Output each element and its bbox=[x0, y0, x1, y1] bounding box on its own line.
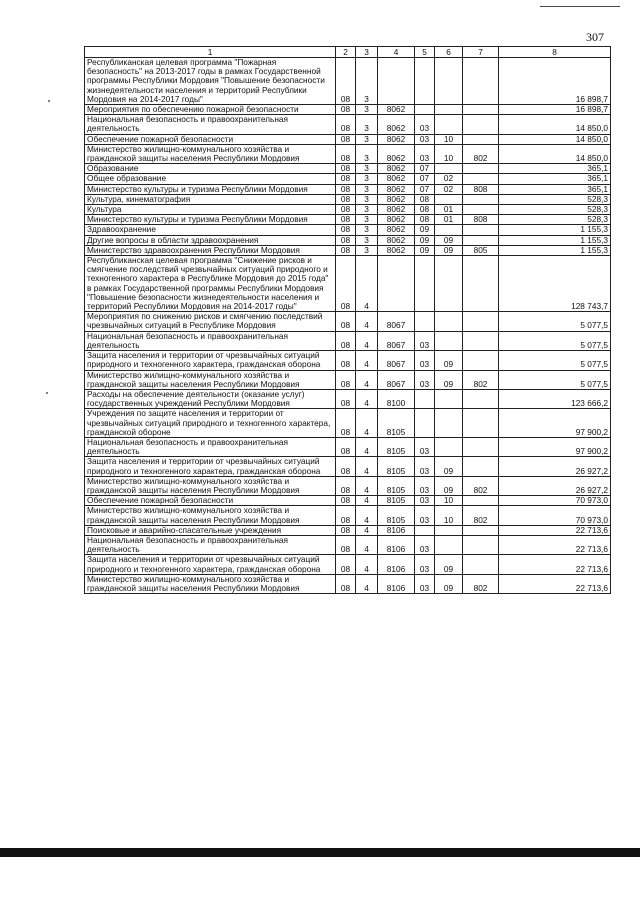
row-code-3: 4 bbox=[356, 312, 378, 331]
row-amount: 1 155,3 bbox=[499, 245, 611, 255]
row-amount: 365,1 bbox=[499, 184, 611, 194]
row-amount: 22 713,6 bbox=[499, 525, 611, 535]
row-code-3: 4 bbox=[356, 437, 378, 456]
row-code-3: 3 bbox=[356, 194, 378, 204]
row-name: Республиканская целевая программа "Пожарная безопасность" на 2013-2017 годы в рамках Государственной программы Республики Мордовия "Повышение безопасности жизнедеятельности населения и территорий Республики Мордовия на 2014-2017 годы" bbox=[85, 58, 336, 105]
row-code-7 bbox=[463, 164, 499, 174]
row-name: Министерство жилищно-коммунального хозяйства и гражданской защиты населения Республики Мордовия bbox=[85, 370, 336, 389]
table-row bbox=[85, 256, 611, 312]
row-code-3: 3 bbox=[356, 235, 378, 245]
header-cell: 1 bbox=[85, 47, 336, 58]
row-amount: 5 077,5 bbox=[499, 351, 611, 370]
table-header bbox=[85, 47, 611, 58]
table-row bbox=[85, 245, 611, 255]
row-code-2: 08 bbox=[336, 312, 356, 331]
row-code-5: 08 bbox=[415, 215, 435, 225]
row-code-5: 03 bbox=[415, 506, 435, 525]
row-amount: 5 077,5 bbox=[499, 312, 611, 331]
row-code-3: 3 bbox=[356, 174, 378, 184]
table-row bbox=[85, 235, 611, 245]
row-code-6: 02 bbox=[435, 184, 463, 194]
row-code-4: 8105 bbox=[378, 476, 415, 495]
table-row bbox=[85, 144, 611, 163]
row-code-3: 4 bbox=[356, 535, 378, 554]
row-code-2: 08 bbox=[336, 496, 356, 506]
row-code-4: 8106 bbox=[378, 555, 415, 574]
row-code-5 bbox=[415, 525, 435, 535]
top-edge-mark bbox=[540, 6, 620, 7]
row-code-5: 08 bbox=[415, 205, 435, 215]
row-code-3: 3 bbox=[356, 205, 378, 215]
row-code-6: 10 bbox=[435, 496, 463, 506]
row-code-7 bbox=[463, 174, 499, 184]
row-code-2: 08 bbox=[336, 215, 356, 225]
row-code-6 bbox=[435, 535, 463, 554]
row-code-4: 8062 bbox=[378, 105, 415, 115]
row-amount: 365,1 bbox=[499, 164, 611, 174]
row-code-5: 03 bbox=[415, 457, 435, 476]
row-code-4: 8105 bbox=[378, 496, 415, 506]
table-row bbox=[85, 174, 611, 184]
row-code-2: 08 bbox=[336, 105, 356, 115]
row-code-4: 8062 bbox=[378, 174, 415, 184]
row-code-7 bbox=[463, 256, 499, 312]
row-code-6: 10 bbox=[435, 506, 463, 525]
row-name: Министерство культуры и туризма Республики Мордовия bbox=[85, 215, 336, 225]
row-code-4: 8062 bbox=[378, 164, 415, 174]
row-code-2: 08 bbox=[336, 555, 356, 574]
row-code-2: 08 bbox=[336, 164, 356, 174]
row-code-3: 4 bbox=[356, 525, 378, 535]
row-code-7 bbox=[463, 389, 499, 408]
row-code-4: 8062 bbox=[378, 144, 415, 163]
row-code-4: 8105 bbox=[378, 457, 415, 476]
header-cell: 6 bbox=[435, 47, 463, 58]
row-name: Министерство культуры и туризма Республики Мордовия bbox=[85, 184, 336, 194]
row-code-4: 8106 bbox=[378, 574, 415, 593]
row-code-5: 03 bbox=[415, 555, 435, 574]
table-row bbox=[85, 105, 611, 115]
row-code-7 bbox=[463, 535, 499, 554]
table-row bbox=[85, 184, 611, 194]
row-amount: 1 155,3 bbox=[499, 235, 611, 245]
table-row bbox=[85, 58, 611, 105]
row-code-4: 8062 bbox=[378, 245, 415, 255]
table-row bbox=[85, 225, 611, 235]
row-code-3: 4 bbox=[356, 331, 378, 350]
row-name: Министерство жилищно-коммунального хозяйства и гражданской защиты населения Республики Мордовия bbox=[85, 574, 336, 593]
row-code-2: 08 bbox=[336, 331, 356, 350]
row-amount: 528,3 bbox=[499, 194, 611, 204]
row-code-2: 08 bbox=[336, 370, 356, 389]
row-name: Министерство жилищно-коммунального хозяйства и гражданской защиты населения Республики Мордовия bbox=[85, 506, 336, 525]
row-code-6 bbox=[435, 225, 463, 235]
table-row bbox=[85, 457, 611, 476]
row-code-3: 4 bbox=[356, 506, 378, 525]
row-name: Обеспечение пожарной безопасности bbox=[85, 134, 336, 144]
row-code-4: 8067 bbox=[378, 331, 415, 350]
row-code-3: 3 bbox=[356, 245, 378, 255]
header-row bbox=[85, 47, 611, 58]
row-code-3: 4 bbox=[356, 351, 378, 370]
row-code-7: 808 bbox=[463, 184, 499, 194]
table-row bbox=[85, 525, 611, 535]
page-number: 307 bbox=[586, 30, 604, 44]
row-code-5 bbox=[415, 312, 435, 331]
row-code-7: 802 bbox=[463, 476, 499, 495]
row-code-4: 8062 bbox=[378, 134, 415, 144]
row-code-6: 09 bbox=[435, 457, 463, 476]
row-code-3: 4 bbox=[356, 370, 378, 389]
table-row bbox=[85, 555, 611, 574]
row-code-5: 07 bbox=[415, 174, 435, 184]
row-code-7 bbox=[463, 194, 499, 204]
row-amount: 97 900,2 bbox=[499, 437, 611, 456]
row-code-7 bbox=[463, 115, 499, 134]
row-code-2: 08 bbox=[336, 574, 356, 593]
table-row bbox=[85, 437, 611, 456]
row-amount: 14 850,0 bbox=[499, 144, 611, 163]
row-name: Национальная безопасность и правоохранительная деятельность bbox=[85, 535, 336, 554]
row-code-5: 03 bbox=[415, 370, 435, 389]
row-code-5: 03 bbox=[415, 437, 435, 456]
row-code-4: 8062 bbox=[378, 184, 415, 194]
header-cell: 5 bbox=[415, 47, 435, 58]
row-code-3: 3 bbox=[356, 134, 378, 144]
table-row bbox=[85, 496, 611, 506]
row-code-5 bbox=[415, 105, 435, 115]
row-code-7 bbox=[463, 105, 499, 115]
row-code-7: 805 bbox=[463, 245, 499, 255]
row-code-5: 03 bbox=[415, 115, 435, 134]
row-name: Министерство здравоохранения Республики Мордовия bbox=[85, 245, 336, 255]
row-name: Защита населения и территории от чрезвычайных ситуаций природного и техногенного характера, гражданская оборона bbox=[85, 457, 336, 476]
row-code-3: 3 bbox=[356, 164, 378, 174]
row-name: Защита населения и территории от чрезвычайных ситуаций природного и техногенного характера, гражданская оборона bbox=[85, 555, 336, 574]
table-row bbox=[85, 506, 611, 525]
row-code-6: 09 bbox=[435, 370, 463, 389]
row-amount: 1 155,3 bbox=[499, 225, 611, 235]
row-code-4 bbox=[378, 58, 415, 105]
row-code-6 bbox=[435, 312, 463, 331]
row-code-2: 08 bbox=[336, 58, 356, 105]
row-code-5: 03 bbox=[415, 574, 435, 593]
row-code-2: 08 bbox=[336, 144, 356, 163]
row-code-6 bbox=[435, 331, 463, 350]
table-row bbox=[85, 370, 611, 389]
row-code-2: 08 bbox=[336, 535, 356, 554]
row-code-5: 03 bbox=[415, 144, 435, 163]
row-amount: 97 900,2 bbox=[499, 409, 611, 438]
row-code-3: 3 bbox=[356, 58, 378, 105]
row-code-3: 3 bbox=[356, 144, 378, 163]
row-code-2: 08 bbox=[336, 194, 356, 204]
row-code-7 bbox=[463, 235, 499, 245]
row-code-2: 08 bbox=[336, 389, 356, 408]
row-code-5: 03 bbox=[415, 134, 435, 144]
row-name: Общее образование bbox=[85, 174, 336, 184]
row-code-4: 8105 bbox=[378, 506, 415, 525]
row-code-2: 08 bbox=[336, 235, 356, 245]
row-name: Здравоохранение bbox=[85, 225, 336, 235]
row-code-6 bbox=[435, 525, 463, 535]
row-code-5: 07 bbox=[415, 164, 435, 174]
row-name: Обеспечение пожарной безопасности bbox=[85, 496, 336, 506]
row-code-7 bbox=[463, 525, 499, 535]
row-code-3: 4 bbox=[356, 476, 378, 495]
table-row bbox=[85, 205, 611, 215]
row-amount: 365,1 bbox=[499, 174, 611, 184]
row-amount: 16 898,7 bbox=[499, 58, 611, 105]
row-amount: 14 850,0 bbox=[499, 134, 611, 144]
row-code-5: 09 bbox=[415, 245, 435, 255]
row-code-6: 01 bbox=[435, 215, 463, 225]
table-row bbox=[85, 389, 611, 408]
row-code-5: 09 bbox=[415, 225, 435, 235]
row-code-6 bbox=[435, 58, 463, 105]
row-code-6 bbox=[435, 115, 463, 134]
row-code-2: 08 bbox=[336, 256, 356, 312]
row-name: Защита населения и территории от чрезвычайных ситуаций природного и техногенного характера, гражданская оборона bbox=[85, 351, 336, 370]
row-code-6 bbox=[435, 409, 463, 438]
row-code-5: 03 bbox=[415, 496, 435, 506]
table-row bbox=[85, 476, 611, 495]
row-code-4: 8067 bbox=[378, 312, 415, 331]
row-code-6: 09 bbox=[435, 574, 463, 593]
row-code-5: 08 bbox=[415, 194, 435, 204]
row-code-5: 03 bbox=[415, 351, 435, 370]
row-code-5: 03 bbox=[415, 331, 435, 350]
row-code-2: 08 bbox=[336, 245, 356, 255]
header-cell: 3 bbox=[356, 47, 378, 58]
row-code-6 bbox=[435, 389, 463, 408]
row-name: Образование bbox=[85, 164, 336, 174]
row-code-5 bbox=[415, 256, 435, 312]
table-row bbox=[85, 312, 611, 331]
row-code-2: 08 bbox=[336, 476, 356, 495]
row-code-6: 09 bbox=[435, 245, 463, 255]
row-code-4: 8062 bbox=[378, 115, 415, 134]
row-amount: 22 713,6 bbox=[499, 535, 611, 554]
row-code-4: 8062 bbox=[378, 194, 415, 204]
row-code-2: 08 bbox=[336, 174, 356, 184]
row-amount: 123 666,2 bbox=[499, 389, 611, 408]
row-code-3: 3 bbox=[356, 215, 378, 225]
row-code-7: 802 bbox=[463, 370, 499, 389]
row-code-5 bbox=[415, 389, 435, 408]
row-amount: 14 850,0 bbox=[499, 115, 611, 134]
row-amount: 5 077,5 bbox=[499, 331, 611, 350]
row-name: Мероприятия по обеспечению пожарной безопасности bbox=[85, 105, 336, 115]
table-row bbox=[85, 351, 611, 370]
row-name: Мероприятия по снижению рисков и смягчению последствий чрезвычайных ситуаций в Республике Мордовия bbox=[85, 312, 336, 331]
row-code-7 bbox=[463, 331, 499, 350]
row-code-7: 808 bbox=[463, 215, 499, 225]
row-code-2: 08 bbox=[336, 351, 356, 370]
row-code-7 bbox=[463, 205, 499, 215]
header-cell: 4 bbox=[378, 47, 415, 58]
row-code-7: 802 bbox=[463, 574, 499, 593]
row-code-3: 4 bbox=[356, 256, 378, 312]
row-code-4: 8062 bbox=[378, 225, 415, 235]
header-cell: 7 bbox=[463, 47, 499, 58]
row-code-3: 3 bbox=[356, 115, 378, 134]
margin-dot bbox=[46, 392, 48, 394]
row-code-6: 09 bbox=[435, 555, 463, 574]
row-code-7 bbox=[463, 496, 499, 506]
scan-edge-bar bbox=[0, 848, 640, 857]
row-code-3: 4 bbox=[356, 555, 378, 574]
row-code-6 bbox=[435, 194, 463, 204]
row-code-2: 08 bbox=[336, 525, 356, 535]
header-cell: 8 bbox=[499, 47, 611, 58]
row-code-7 bbox=[463, 555, 499, 574]
row-code-3: 4 bbox=[356, 389, 378, 408]
row-amount: 22 713,6 bbox=[499, 555, 611, 574]
row-code-4: 8100 bbox=[378, 389, 415, 408]
row-code-7 bbox=[463, 225, 499, 235]
row-code-4: 8062 bbox=[378, 235, 415, 245]
row-code-4 bbox=[378, 256, 415, 312]
row-name: Расходы на обеспечение деятельности (оказание услуг) государственных учреждений Республики Мордовия bbox=[85, 389, 336, 408]
row-code-2: 08 bbox=[336, 457, 356, 476]
row-code-5: 07 bbox=[415, 184, 435, 194]
row-code-7 bbox=[463, 437, 499, 456]
row-code-6: 10 bbox=[435, 134, 463, 144]
row-code-2: 08 bbox=[336, 437, 356, 456]
row-code-6 bbox=[435, 164, 463, 174]
row-amount: 16 898,7 bbox=[499, 105, 611, 115]
row-amount: 26 927,2 bbox=[499, 476, 611, 495]
row-code-3: 4 bbox=[356, 574, 378, 593]
row-code-7: 802 bbox=[463, 506, 499, 525]
row-code-6: 10 bbox=[435, 144, 463, 163]
row-code-2: 08 bbox=[336, 409, 356, 438]
row-code-3: 4 bbox=[356, 496, 378, 506]
row-name: Учреждения по защите населения и территории от чрезвычайных ситуаций природного и техногенного характера, гражданской обороне bbox=[85, 409, 336, 438]
row-code-6: 09 bbox=[435, 476, 463, 495]
row-code-5: 03 bbox=[415, 476, 435, 495]
row-name: Другие вопросы в области здравоохранения bbox=[85, 235, 336, 245]
row-code-2: 08 bbox=[336, 205, 356, 215]
row-code-7 bbox=[463, 409, 499, 438]
row-code-6 bbox=[435, 105, 463, 115]
row-code-3: 3 bbox=[356, 225, 378, 235]
row-code-5: 03 bbox=[415, 535, 435, 554]
row-code-4: 8105 bbox=[378, 437, 415, 456]
row-code-7: 802 bbox=[463, 144, 499, 163]
table-body bbox=[85, 58, 611, 594]
table-row bbox=[85, 115, 611, 134]
table-row bbox=[85, 574, 611, 593]
row-amount: 528,3 bbox=[499, 215, 611, 225]
row-code-2: 08 bbox=[336, 184, 356, 194]
row-amount: 22 713,6 bbox=[499, 574, 611, 593]
table-row bbox=[85, 164, 611, 174]
row-name: Поисковые и аварийно-спасательные учреждения bbox=[85, 525, 336, 535]
row-code-4: 8062 bbox=[378, 205, 415, 215]
row-name: Министерство жилищно-коммунального хозяйства и гражданской защиты населения Республики Мордовия bbox=[85, 144, 336, 163]
row-amount: 528,3 bbox=[499, 205, 611, 215]
row-name: Культура bbox=[85, 205, 336, 215]
row-name: Национальная безопасность и правоохранительная деятельность bbox=[85, 437, 336, 456]
row-code-7 bbox=[463, 312, 499, 331]
margin-dot bbox=[48, 100, 50, 102]
budget-table bbox=[84, 46, 611, 594]
table-row bbox=[85, 409, 611, 438]
row-code-7 bbox=[463, 134, 499, 144]
row-code-6: 09 bbox=[435, 351, 463, 370]
row-code-3: 4 bbox=[356, 457, 378, 476]
header-cell: 2 bbox=[336, 47, 356, 58]
table-row bbox=[85, 331, 611, 350]
row-code-2: 08 bbox=[336, 506, 356, 525]
row-name: Республиканская целевая программа "Снижение рисков и смягчение последствий чрезвычайных ситуаций природного и техногенного характера в Республике Мордовия до 2015 года" в рамках Государственной программы Республики Мордовия "Повышение безопасности жизнедеятельности населения и территорий Республики Мордовия на 2014-2017 годы" bbox=[85, 256, 336, 312]
row-amount: 5 077,5 bbox=[499, 370, 611, 389]
row-code-3: 3 bbox=[356, 105, 378, 115]
row-code-6: 01 bbox=[435, 205, 463, 215]
row-amount: 128 743,7 bbox=[499, 256, 611, 312]
row-name: Национальная безопасность и правоохранительная деятельность bbox=[85, 115, 336, 134]
row-code-2: 08 bbox=[336, 225, 356, 235]
row-code-4: 8106 bbox=[378, 525, 415, 535]
row-name: Культура, кинематография bbox=[85, 194, 336, 204]
row-code-4: 8067 bbox=[378, 370, 415, 389]
row-code-3: 4 bbox=[356, 409, 378, 438]
row-name: Министерство жилищно-коммунального хозяйства и гражданской защиты населения Республики Мордовия bbox=[85, 476, 336, 495]
row-amount: 70 973,0 bbox=[499, 496, 611, 506]
row-code-7 bbox=[463, 58, 499, 105]
row-name: Национальная безопасность и правоохранительная деятельность bbox=[85, 331, 336, 350]
row-code-6: 02 bbox=[435, 174, 463, 184]
row-code-5 bbox=[415, 58, 435, 105]
row-amount: 70 973,0 bbox=[499, 506, 611, 525]
row-code-2: 08 bbox=[336, 134, 356, 144]
row-code-4: 8105 bbox=[378, 409, 415, 438]
row-code-2: 08 bbox=[336, 115, 356, 134]
table-row bbox=[85, 215, 611, 225]
row-amount: 26 927,2 bbox=[499, 457, 611, 476]
row-code-4: 8062 bbox=[378, 215, 415, 225]
table-row bbox=[85, 535, 611, 554]
row-code-6 bbox=[435, 437, 463, 456]
row-code-4: 8067 bbox=[378, 351, 415, 370]
row-code-5 bbox=[415, 409, 435, 438]
row-code-4: 8106 bbox=[378, 535, 415, 554]
table-row bbox=[85, 134, 611, 144]
row-code-6: 09 bbox=[435, 235, 463, 245]
row-code-7 bbox=[463, 457, 499, 476]
row-code-5: 09 bbox=[415, 235, 435, 245]
row-code-3: 3 bbox=[356, 184, 378, 194]
row-code-6 bbox=[435, 256, 463, 312]
row-code-7 bbox=[463, 351, 499, 370]
table-row bbox=[85, 194, 611, 204]
